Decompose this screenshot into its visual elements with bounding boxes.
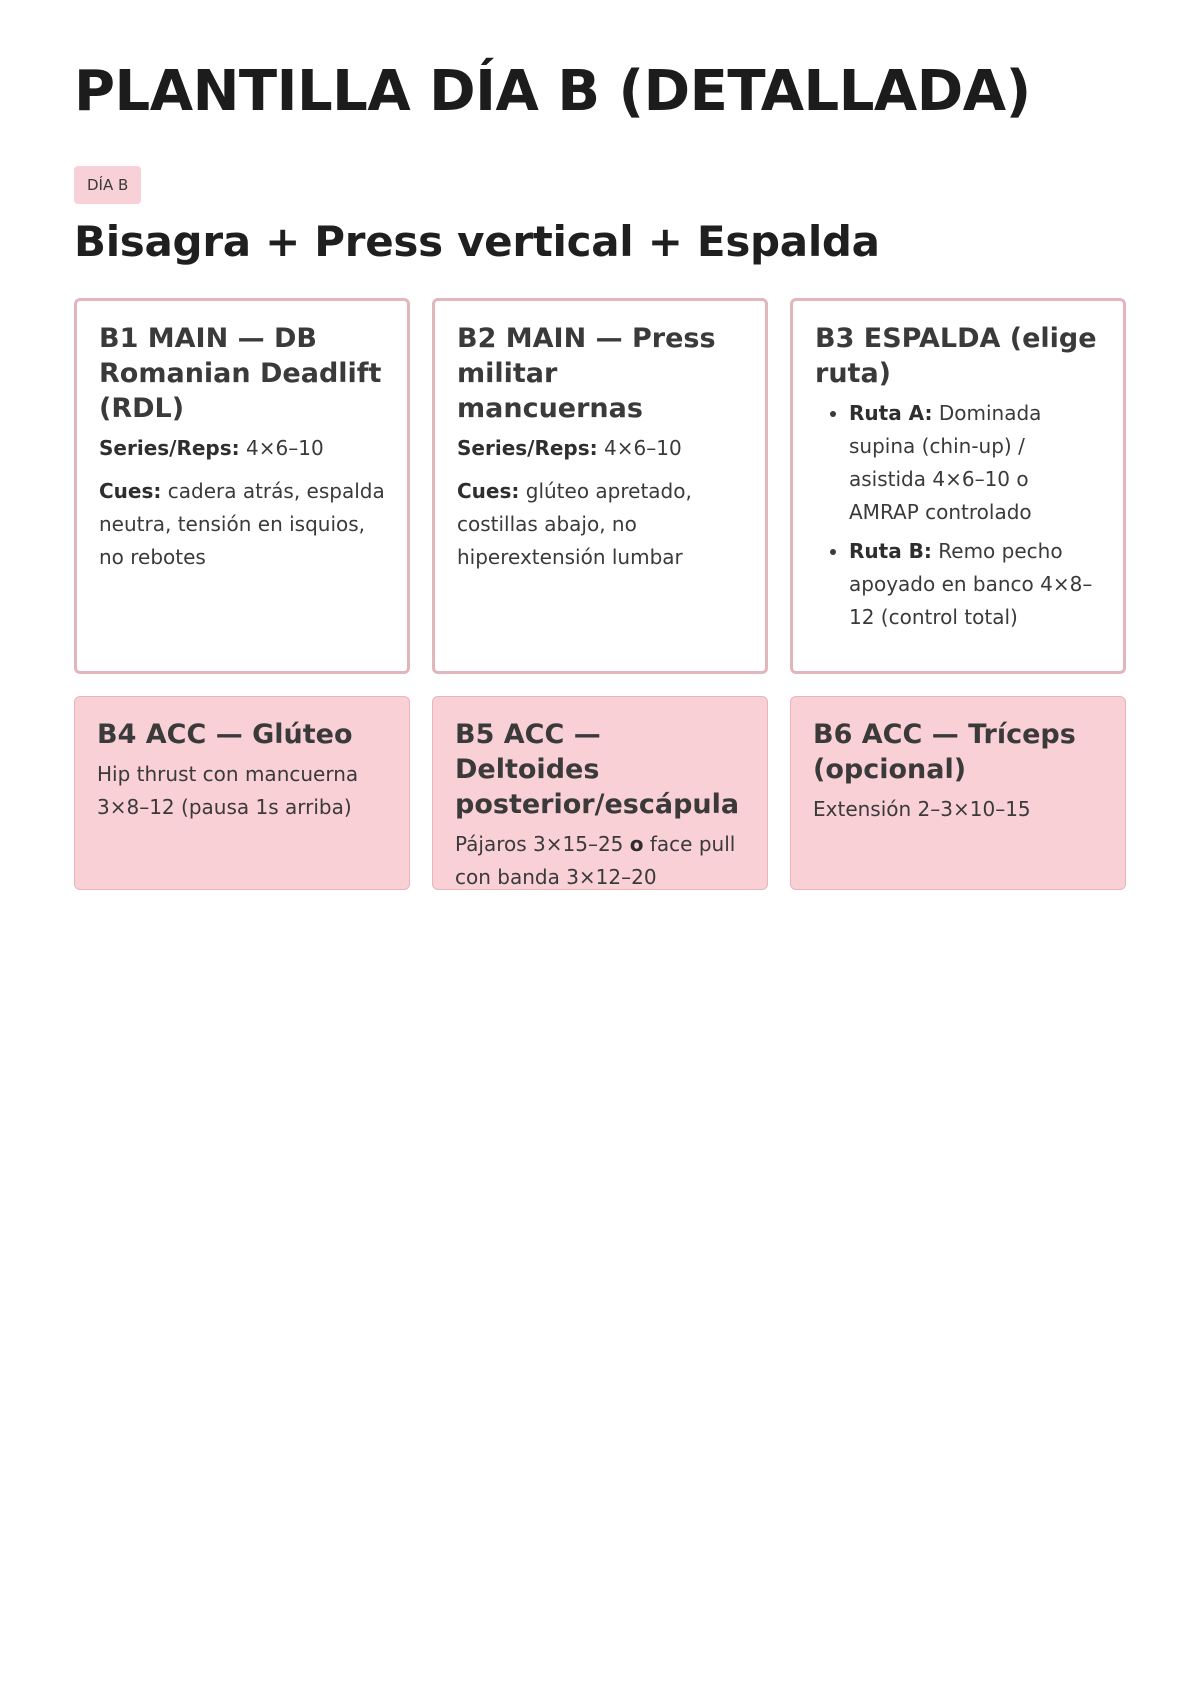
cues-label: Cues: (99, 479, 162, 503)
card-b5 (432, 696, 768, 890)
card-b4-text: Hip thrust con mancuerna 3×8–12 (pausa 1s arriba) (97, 762, 359, 819)
card-b2 (432, 298, 768, 674)
card-b5-title: B5 ACC — Deltoides posterior/escápula (455, 719, 740, 820)
card-b2-cues (457, 475, 743, 574)
page-title: PLANTILLA DÍA B (DETALLADA) (74, 59, 1031, 124)
cues-value: glúteo apretado, costillas abajo, no hiperextensión lumbar (457, 479, 692, 569)
card-b4 (74, 696, 410, 890)
card-b6-text: Extensión 2–3×10–15 (813, 797, 1031, 821)
route-b-text: Remo pecho apoyado en banco 4×8–12 (control total) (849, 539, 1093, 629)
card-b3-title: B3 ESPALDA (elige ruta) (815, 323, 1097, 389)
or-connector: o (629, 832, 644, 856)
series-label: Series/Reps: (457, 436, 598, 460)
route-a-text: Dominada supina (chin-up) / asistida 4×6–10 o AMRAP controlado (849, 401, 1042, 524)
series-label: Series/Reps: (99, 436, 240, 460)
card-b2-title: B2 MAIN — Press militar mancuernas (457, 323, 716, 424)
route-a-item (849, 397, 1101, 529)
route-list (815, 397, 1101, 634)
card-b5-text (455, 828, 745, 894)
option-b-text: face pull con banda 3×12–20 (455, 832, 736, 889)
day-subtitle: Bisagra + Press vertical + Espalda (74, 217, 880, 266)
card-b6-title: B6 ACC — Tríceps (opcional) (813, 719, 1076, 785)
exercise-grid (74, 298, 1118, 890)
card-b1 (74, 298, 410, 674)
card-b1-series (99, 432, 385, 465)
card-b3 (790, 298, 1126, 674)
route-a-label: Ruta A: (849, 401, 933, 425)
card-b4-title: B4 ACC — Glúteo (97, 719, 353, 750)
series-value: 4×6–10 (597, 436, 682, 460)
card-b1-cues (99, 475, 385, 574)
cues-label: Cues: (457, 479, 520, 503)
option-a-text: Pájaros 3×15–25 (455, 832, 630, 856)
card-b1-title: B1 MAIN — DB Romanian Deadlift (RDL) (99, 323, 382, 424)
series-value: 4×6–10 (239, 436, 324, 460)
card-b6 (790, 696, 1126, 890)
card-b2-series (457, 432, 743, 465)
route-b-label: Ruta B: (849, 539, 932, 563)
day-badge: DÍA B (74, 166, 141, 204)
route-b-item (849, 535, 1101, 634)
cues-value: cadera atrás, espalda neutra, tensión en isquios, no rebotes (99, 479, 385, 569)
